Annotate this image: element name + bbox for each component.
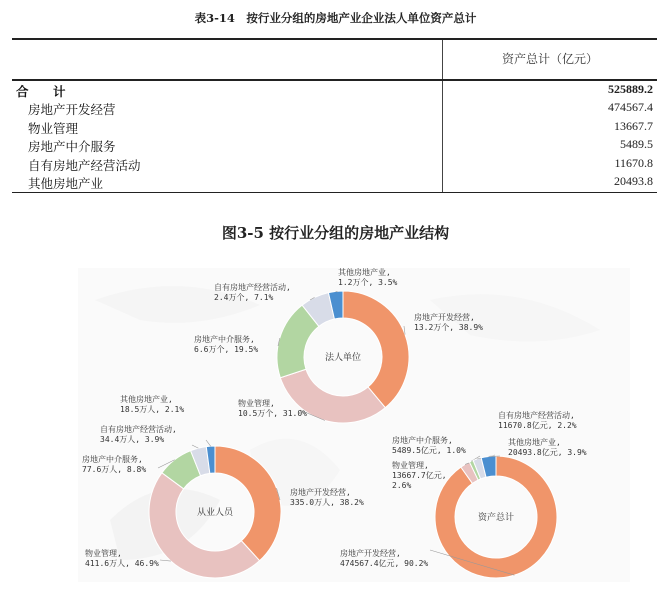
data-label: 5489.5亿元, 1.0% — [392, 446, 466, 455]
data-label: 474567.4亿元, 90.2% — [340, 559, 429, 568]
data-label: 房地产中介服务, — [82, 455, 143, 464]
row-value: 474567.4 — [608, 100, 653, 114]
data-label: 其他房地产业, — [508, 438, 561, 447]
data-label: 18.5万人, 2.1% — [120, 405, 185, 414]
data-label: 房地产中介服务, — [392, 436, 453, 445]
table-column-header: 资产总计（亿元） — [501, 52, 598, 66]
data-label: 物业管理, — [392, 461, 429, 470]
data-label: 34.4万人, 3.9% — [100, 435, 165, 444]
row-label: 房地产开发经营 — [28, 102, 116, 117]
data-label: 2.6% — [392, 481, 412, 490]
figure-title: 图3-5 按行业分组的房地产业结构 — [221, 224, 450, 242]
table-title: 表3-14 按行业分组的房地产业企业法人单位资产总计 — [194, 11, 477, 25]
data-label: 其他房地产业, — [338, 268, 391, 277]
data-label: 房地产开发经营, — [340, 549, 401, 558]
data-label: 其他房地产业, — [120, 395, 173, 404]
donut-center-title: 从业人员 — [196, 508, 234, 518]
data-label: 房地产开发经营, — [290, 488, 351, 497]
data-label: 房地产中介服务, — [194, 335, 255, 344]
data-label: 1.2万个, 3.5% — [338, 278, 398, 287]
row-label: 其他房地产业 — [28, 176, 104, 191]
row-value: 13667.7 — [614, 119, 653, 133]
data-label: 11670.8亿元, 2.2% — [498, 421, 577, 430]
data-label: 物业管理, — [85, 549, 122, 558]
data-label: 自有房地产经营活动, — [100, 425, 177, 434]
row-value: 525889.2 — [608, 82, 653, 96]
row-label: 房地产中介服务 — [28, 139, 116, 154]
data-label: 物业管理, — [238, 399, 275, 408]
data-label: 411.6万人, 46.9% — [85, 559, 159, 568]
data-label: 335.0万人, 38.2% — [290, 498, 364, 507]
row-label: 物业管理 — [28, 121, 79, 136]
data-label: 13.2万个, 38.9% — [414, 323, 483, 332]
row-label: 自有房地产经营活动 — [28, 158, 141, 173]
donut-center-title: 法人单位 — [324, 353, 362, 363]
data-label: 20493.8亿元, 3.9% — [508, 448, 587, 457]
data-label: 10.5万个, 31.0% — [238, 409, 307, 418]
data-label: 自有房地产经营活动, — [214, 283, 291, 292]
row-value: 11670.8 — [614, 156, 653, 170]
row-label: 合 计 — [16, 84, 72, 99]
row-value: 5489.5 — [620, 137, 653, 151]
data-label: 6.6万个, 19.5% — [194, 345, 259, 354]
data-label: 13667.7亿元, — [392, 471, 447, 480]
data-label: 2.4万个, 7.1% — [214, 293, 274, 302]
data-label: 房地产开发经营, — [414, 313, 475, 322]
data-label: 77.6万人, 8.8% — [82, 465, 147, 474]
data-label: 自有房地产经营活动, — [498, 411, 575, 420]
row-value: 20493.8 — [614, 174, 653, 188]
donut-center-title: 资产总计 — [477, 513, 515, 523]
